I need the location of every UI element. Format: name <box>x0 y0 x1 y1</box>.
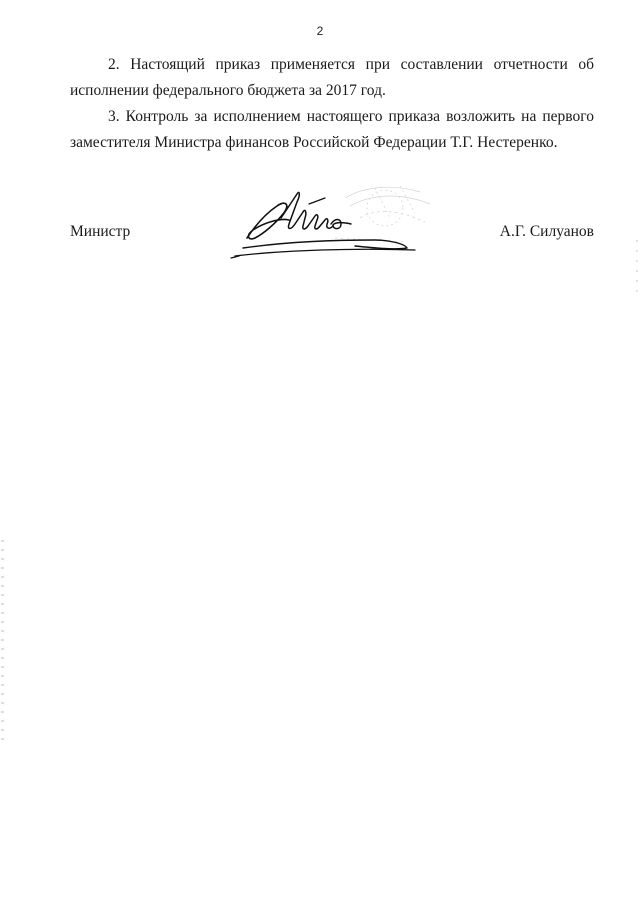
scan-edge-marks-right <box>636 240 638 300</box>
paragraph-2 <box>70 52 594 104</box>
signer-title: Министр <box>70 223 131 240</box>
handwritten-signature <box>225 178 445 268</box>
scan-edge-marks <box>1 540 4 740</box>
signature-strokes <box>231 192 415 258</box>
paragraph-3 <box>70 104 594 156</box>
page-number: 2 <box>316 24 324 38</box>
paragraph-2-text: 2. Настоящий приказ применяется при составлении отчетности об исполнении федерального бюджета за 2017 год. <box>70 56 594 99</box>
paragraph-3-text: 3. Контроль за исполнением настоящего приказа возложить на первого заместителя Министра финансов Российской Федерации Т.Г. Нестеренко. <box>70 108 594 151</box>
signer-name: А.Г. Силуанов <box>499 223 594 240</box>
faint-stamp-traces <box>335 186 430 242</box>
